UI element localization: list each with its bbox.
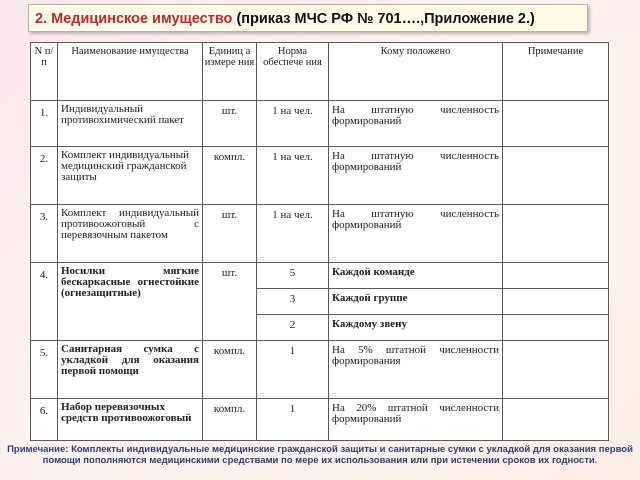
row-name: Комплект индивидуальный противоожоговый с перевязочным пакетом	[58, 205, 203, 263]
row-name: Комплект индивидуальный медицинский гражданской защиты	[58, 147, 203, 205]
row-unit: компл.	[203, 341, 257, 399]
row-whom-line1: На 20% штатной	[332, 402, 428, 414]
row-whom-line1: На 5% штатной	[332, 344, 426, 356]
row-whom: Каждой группе	[329, 289, 503, 315]
table-row	[31, 205, 609, 263]
header-note: Примечание	[503, 43, 609, 101]
row-whom	[329, 101, 503, 147]
row-unit: компл.	[203, 399, 257, 441]
title-order: (приказ МЧС РФ № 701….,Приложение 2.)	[236, 11, 535, 27]
table-row	[31, 341, 609, 399]
row-note	[503, 399, 609, 441]
row-whom	[329, 341, 503, 399]
row-whom-line2: численности формирования	[332, 344, 499, 367]
row-whom-line1: На штатную численность	[332, 104, 499, 116]
row-norm: 1 на чел.	[257, 101, 329, 147]
row-whom: Каждой команде	[329, 263, 503, 289]
row-unit: компл.	[203, 147, 257, 205]
footnote: Примечание: Комплекты индивидуальные медицинские гражданской защиты и санитарные сумки с укладкой для оказания первой помощи пополняются медицинскими средствами по мере их использования или при истечении сроков их годности.	[7, 444, 633, 466]
row-unit: шт.	[203, 263, 257, 341]
row-note	[503, 263, 609, 289]
row-whom-line1: На штатную численность	[332, 208, 499, 220]
header-name: Наименование имущества	[58, 43, 203, 101]
row-note	[503, 289, 609, 315]
row-norm: 1 на чел.	[257, 205, 329, 263]
row-whom-line1: На штатную численность	[332, 150, 499, 162]
table-row	[31, 263, 609, 289]
row-num: 5.	[31, 341, 58, 399]
table-row	[31, 147, 609, 205]
row-whom	[329, 399, 503, 441]
row-name: Носилки мягкие бескаркасные огнестойкие (огнезащитные)	[58, 263, 203, 341]
row-unit: шт.	[203, 205, 257, 263]
row-name: Набор перевязочных средств противоожоговый	[58, 399, 203, 441]
row-whom-line2: численности формирований	[332, 402, 499, 425]
row-whom: Каждому звену	[329, 315, 503, 341]
row-note	[503, 147, 609, 205]
header-whom: Кому положено	[329, 43, 503, 101]
table-header-row	[31, 43, 609, 101]
header-num: N п/ п	[31, 43, 58, 101]
row-whom	[329, 205, 503, 263]
row-norm: 2	[257, 315, 329, 341]
row-norm: 1	[257, 341, 329, 399]
row-whom	[329, 147, 503, 205]
row-num: 3.	[31, 205, 58, 263]
row-note	[503, 101, 609, 147]
row-whom-line2: формирований	[332, 161, 402, 173]
row-whom-line2: формирований	[332, 115, 402, 127]
row-whom-line2: формирований	[332, 219, 402, 231]
table-row	[31, 101, 609, 147]
row-note	[503, 315, 609, 341]
row-num: 6.	[31, 399, 58, 441]
row-norm: 5	[257, 263, 329, 289]
table-row	[31, 399, 609, 441]
row-unit: шт.	[203, 101, 257, 147]
row-num: 4.	[31, 263, 58, 341]
header-norm: Норма обеспече ния	[257, 43, 329, 101]
page-title	[28, 4, 588, 32]
row-norm: 1	[257, 399, 329, 441]
row-name: Индивидуальный противохимический пакет	[58, 101, 203, 147]
title-section: 2. Медицинское имущество	[35, 11, 233, 27]
medical-property-table	[30, 42, 609, 441]
row-num: 1.	[31, 101, 58, 147]
row-norm: 3	[257, 289, 329, 315]
row-name: Санитарная сумка с укладкой для оказания первой помощи	[58, 341, 203, 399]
header-unit: Единиц а измере ния	[203, 43, 257, 101]
row-num: 2.	[31, 147, 58, 205]
row-note	[503, 341, 609, 399]
row-norm: 1 на чел.	[257, 147, 329, 205]
row-note	[503, 205, 609, 263]
